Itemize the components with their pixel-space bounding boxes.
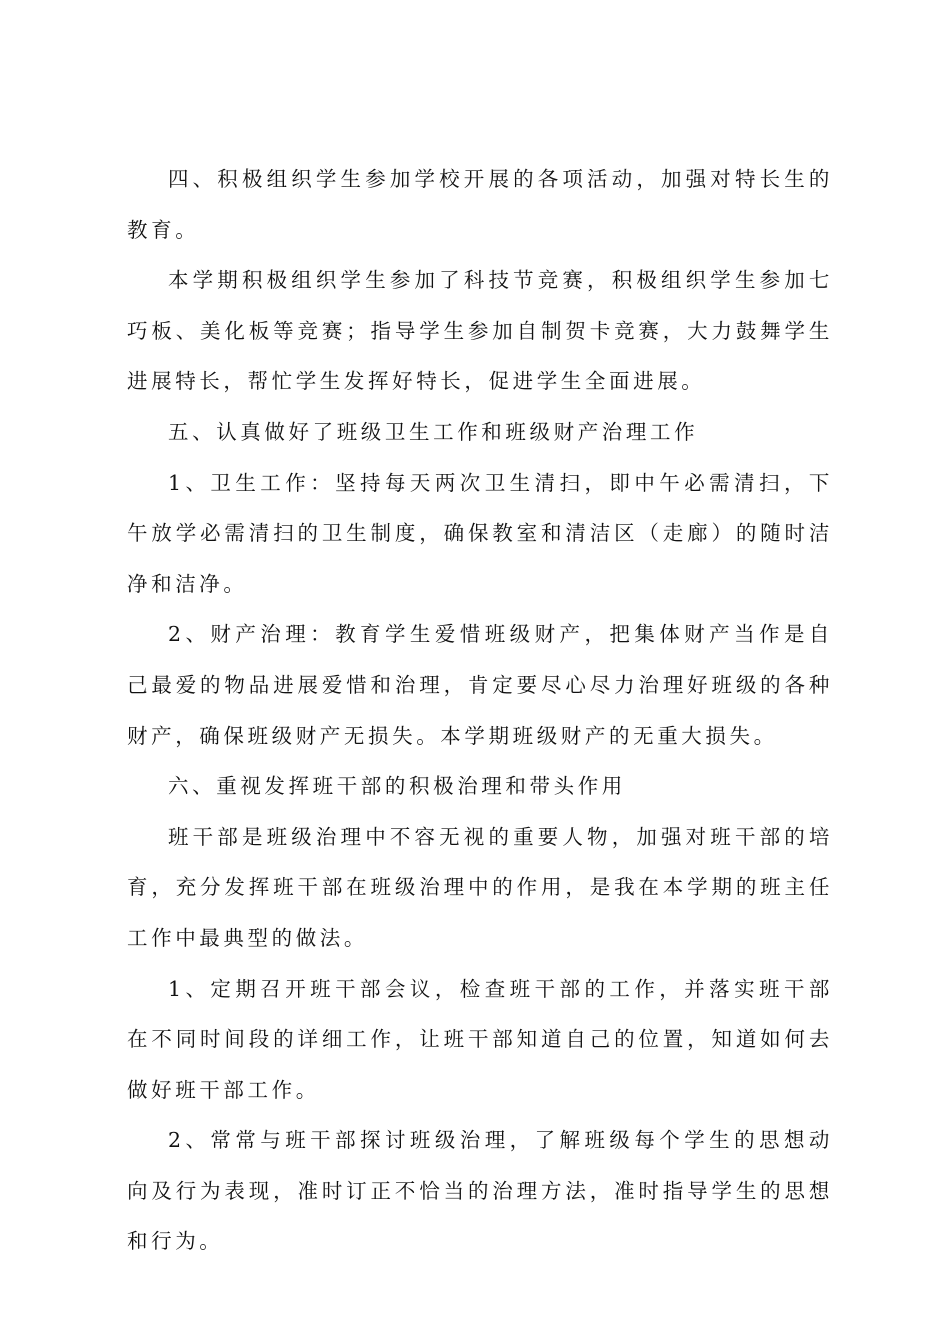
section-heading-4: 四、积极组织学生参加学校开展的各项活动，加强对特长生的教育。	[127, 167, 833, 242]
paragraph-cadre-meetings: 1、定期召开班干部会议，检查班干部的工作，并落实班干部在不同时间段的详细工作，让班干部知道自己的位置，知道如何去做好班干部工作。	[127, 976, 833, 1102]
paragraph-cadre-discussion: 2、常常与班干部探讨班级治理，了解班级每个学生的思想动向及行为表现，准时订正不恰当的治理方法，准时指导学生的思想和行为。	[127, 1128, 833, 1254]
paragraph-property: 2、财产治理：教育学生爱惜班级财产，把集体财产当作是自己最爱的物品进展爱惜和治理，肯定要尽心尽力治理好班级的各种财产，确保班级财产无损失。本学期班级财产的无重大损失。	[127, 622, 833, 748]
paragraph-hygiene: 1、卫生工作：坚持每天两次卫生清扫，即中午必需清扫，下午放学必需清扫的卫生制度，确保教室和清洁区（走廊）的随时洁净和洁净。	[127, 470, 833, 596]
paragraph-activities: 本学期积极组织学生参加了科技节竞赛，积极组织学生参加七巧板、美化板等竞赛；指导学生参加自制贺卡竞赛，大力鼓舞学生进展特长，帮忙学生发挥好特长，促进学生全面进展。	[127, 268, 833, 394]
section-heading-6: 六、重视发挥班干部的积极治理和带头作用	[168, 774, 626, 799]
document-body	[127, 154, 833, 1267]
paragraph-class-cadres: 班干部是班级治理中不容无视的重要人物，加强对班干部的培育，充分发挥班干部在班级治理中的作用，是我在本学期的班主任工作中最典型的做法。	[127, 824, 833, 950]
section-heading-5: 五、认真做好了班级卫生工作和班级财产治理工作	[168, 419, 699, 444]
